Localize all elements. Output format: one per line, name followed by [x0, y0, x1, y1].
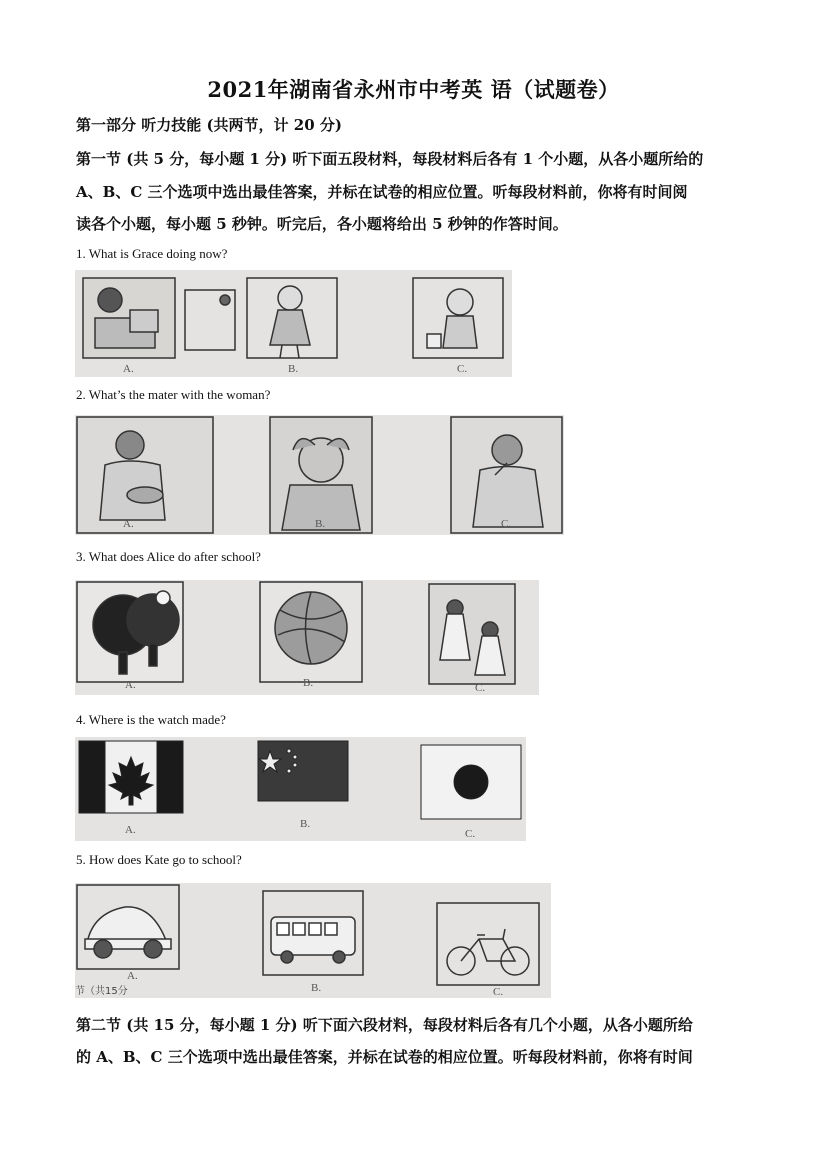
option-c-label: C.: [493, 986, 504, 998]
option-b-label: B.: [300, 818, 311, 830]
option-a-label: A.: [127, 970, 138, 982]
option-b-label: B.: [315, 518, 326, 530]
option-c-japan-flag: [421, 745, 521, 819]
question-4-image: [75, 737, 526, 841]
option-a-canada-flag: [79, 741, 183, 813]
option-b-label: B.: [311, 982, 322, 994]
option-b-label: B.: [303, 677, 314, 689]
option-c-label: C.: [501, 518, 512, 530]
option-a-label: A.: [123, 518, 134, 530]
option-a-car-picture: [77, 885, 179, 969]
option-c-label: C.: [475, 682, 486, 694]
page-title: 2021年湖南省永州市中考英 语（试题卷）: [207, 77, 620, 102]
question-2: 2. What’s the mater with the woman?: [76, 387, 271, 402]
option-b-china-flag: [258, 741, 348, 801]
option-a-label: A.: [123, 363, 134, 375]
option-a-stomachache-picture: [77, 417, 213, 533]
section2-line1: 第二节 (共 15 分，每小题 1 分) 听下面六段材料，每段材料后各有几个小题，从各小题所给: [76, 1016, 693, 1034]
option-c-girl-cleaning-picture: [413, 278, 503, 358]
option-c-label: C.: [465, 828, 476, 840]
option-a-label: A.: [125, 679, 136, 691]
section1-line3: 读各个小题，每小题 5 秒钟。听完后，各小题将给出 5 秒钟的作答时间。: [76, 215, 568, 233]
part-heading: 第一部分 听力技能 (共两节，计 20 分): [76, 116, 342, 134]
question-3-image: [75, 580, 539, 695]
option-a-label: A.: [125, 824, 136, 836]
section1-line1: 第一节 (共 5 分，每小题 1 分) 听下面五段材料，每段材料后各有 1 个小题，从各小题所给的: [76, 150, 704, 168]
option-b-headache-picture: [270, 417, 372, 533]
question-1-image: [75, 270, 512, 377]
option-c-sore-throat-picture: [451, 417, 562, 533]
option-a-ping-pong-picture: [77, 582, 183, 682]
question-5-image: [75, 883, 551, 998]
option-b-volleyball-picture: [260, 582, 362, 682]
section1-line2: A、B、C 三个选项中选出最佳答案，并标在试卷的相应位置。听每段材料前，你将有时间阅: [76, 183, 688, 201]
option-c-bicycle-picture: [437, 903, 539, 985]
question-5: 5. How does Kate go to school?: [76, 852, 242, 867]
option-b-girl-dancing-picture: [247, 278, 337, 358]
option-b-bus-picture: [263, 891, 363, 975]
question-1: 1. What is Grace doing now?: [76, 246, 228, 261]
cut-off-text: 节（共15分: [75, 986, 128, 997]
option-c-label: C.: [457, 363, 468, 375]
question-2-image: [75, 415, 564, 535]
question-3: 3. What does Alice do after school?: [76, 549, 261, 564]
section2-line2: 的 A、B、C 三个选项中选出最佳答案，并标在试卷的相应位置。听每段材料前，你将有时间: [76, 1048, 693, 1066]
option-a-girl-homework-picture: [83, 278, 235, 358]
option-b-label: B.: [288, 363, 299, 375]
option-c-badminton-picture: [429, 584, 515, 684]
question-4: 4. Where is the watch made?: [76, 712, 226, 727]
